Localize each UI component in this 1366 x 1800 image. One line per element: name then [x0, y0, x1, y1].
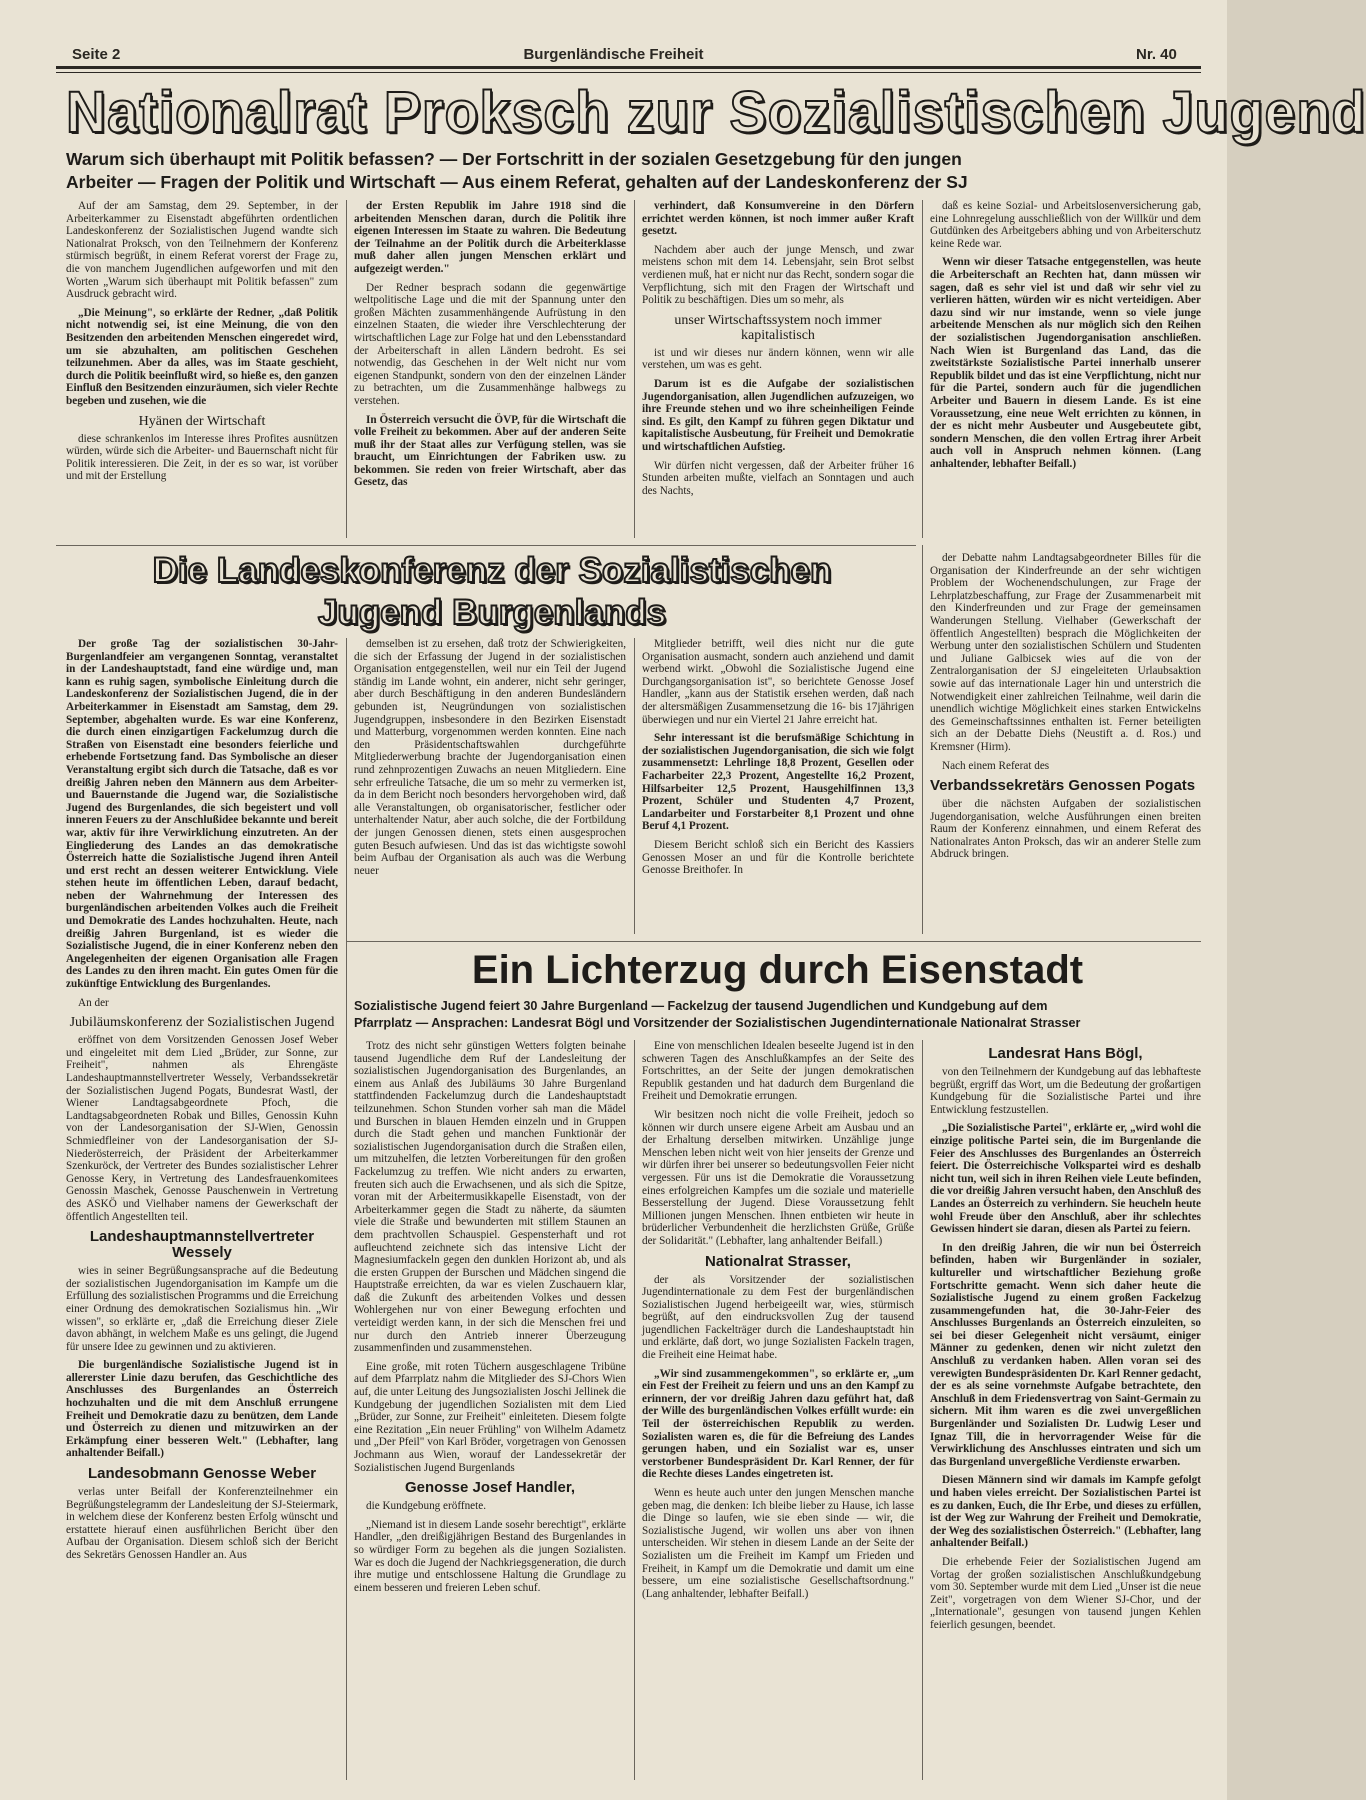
paragraph: An der — [78, 996, 109, 1009]
column-divider — [922, 545, 923, 934]
paragraph: der Debatte nahm Landtagsabgeordneter Billes für die Organisation der Kinderfreunde an der sehr wichtigen Problem der Wochenendschulungen, zur Frage der Lehrplatzbeschaffung, zur Frage der Zusammenarbeit mit den Kinderfreunden und zur Frage der gemeinsamen Wanderungen Stellung. Vielhaber (Gewerkschaft der öffentlich Angestellten) besprach die Möglichkeiten der Werbung unter den sozialistischen Schülern und Studenten und Juliane Galbicsek wies auf die von der Zentralorganisation der SJ eingeleiteten Urlaubsaktion sowie auf das internationale Lager hin und unterstrich die Notwendigkeit einer zahlreichen Teilnahme, weil darin die unendlich wichtige Möglichkeit eines starken Entwickelns des Gemeinschaftssinnes enthalten ist. Ferner beteiligten sich an der Debatte Diehs (Neustift a. d. Ros.) und Kremsner (Hirm). — [930, 552, 1201, 753]
subheading: Genosse Josef Handler, — [404, 1479, 576, 1497]
subheading: unser Wirtschaftssystem noch immer kapitalistisch — [674, 312, 882, 343]
paragraph: verlas unter Beifall der Konferenzteilnehmer ein Begrüßungstelegramm der Landesleitung der SJ-Steiermark, in welchem diese der Konferenz besten Erfolg wünscht und erstattete hierauf einen ausführlichen Bericht über den Aufbau der Organisation. Diesem schloß sich der Bericht des Sekretärs Genossen Handler an. Aus — [66, 1486, 338, 1561]
paragraph: „Niemand ist in diesem Lande sosehr berechtigt", erklärte Handler, „den dreißigjährigen Bestand des Burgenlandes in so würdiger Form zu begehen als die jungen Sozialisten. War es doch die Jugend der Nachkriegsgeneration, die durch ihre mutige und entschlossene Haltung die Grundlage zu einem besseren und freieren Leben schuf. — [354, 1518, 626, 1594]
column-divider — [922, 200, 923, 538]
paragraph: Trotz des nicht sehr günstigen Wetters folgten beinahe tausend Jugendliche dem Ruf der Landesleitung der sozialistischen Jugendorganisation des Burgenlandes, an einem aus Anlaß des Jubiläums 30 Jahre Burgenland stattfindenden Fackelumzug durch die Landeshauptstadt teilzunehmen. Schon Stunden vorher sah man die Mädel und Burschen in blauen Hemden einzeln und in Gruppen durch die Stadt gehen und manchen Funktionär der sozialistischen Jugendorganisation durch die Straßen eilen, um mitzuhelfen, die letzten Vorbereitungen für den großen Fackelumzug zu treffen. Wie nicht anders zu erwarten, freuten sich auch die Erwachsenen, und als sich die Spitze, voran mit der Arbeitermusikkapelle Eisenstadt, von der Arbeiterkammer gegen die Stadt zu näherte, da säumten viele die Straße und bewunderten mit stillem Staunen an dem prachtvollen Schauspiel. Gespensterhaft und rot aufleuchtend zeichnete sich das intensive Licht der Magnesiumfackeln gegen den dunklen Horizont ab, und als die ersten Gruppen der Burschen und Mädchen singend die Hauptstraße erreichten, da war es vielen Zuschauern klar, daß die Zukunft des arbeitenden Volkes und dessen Wohlergehen nur von einer Bewegung erfochten und verteidigt werden kann, in der sich die Menschen frei und nur durch den Antrieb innerer Überzeugung zusammenfinden und zusammenstehen. — [354, 1040, 626, 1355]
subheading: Nationalrat Strasser, — [705, 1252, 851, 1270]
paragraph: Der Redner besprach sodann die gegenwärtige weltpolitische Lage und die mit der Spannung unter den großen Mächten zusammenhängende Aufrüstung in den einzelnen Staaten, die wieder ihre Verschlechterung der wirtschaftlichen Lage zur Folge hat und den Lebensstandard der Arbeiterschaft in allen Ländern bedroht. Es sei notwendig, das Geschehen in der Welt nicht nur vom eigenen Standpunkt, sondern von den der einzelnen Länder zu betrachten, um die Zusammenhänge halbwegs zu verstehen. — [354, 281, 626, 407]
subheading: Landesobmann Genosse Weber — [87, 1465, 317, 1483]
paragraph: der als Vorsitzender der sozialistischen Jugendinternationale zu dem Fest der burgenländischen Sozialistischen Jugend herbeigeeilt war, wies, stürmisch begrüßt, auf den eindrucksvollen Zug der tausend jugendlichen Fackelträger durch die Landeshauptstadt hin und erklärte, daß dort, wo junge Sozialisten Fackeln tragen, die Freiheit eine Heimat habe. — [642, 1273, 914, 1362]
article3-column-3 — [930, 1040, 1201, 1780]
paragraph: Mitglieder betrifft, weil dies nicht nur die gute Organisation ausmacht, sondern auch anziehend und damit werbend wirkt. „Obwohl die Sozialistische Jugend eine Durchgangsorganisation ist", so berichtete Genosse Josef Handler, „kann aus der Statistik ersehen werden, daß nach der altersmäßigen Zusammensetzung die 16- bis 17jährigen überwiegen und nur ein Viertel 21 Jahre erreicht hat. — [642, 638, 914, 726]
section-rule — [346, 941, 1201, 942]
paragraph: Sehr interessant ist die berufsmäßige Schichtung in der sozialistischen Jugendorganisation, die sich wie folgt zusammensetzt: Lehrlinge 18,8 Prozent, Gesellen oder Facharbeiter 22,3 Prozent, Angestellte 16,2 Prozent, Hilfsarbeiter 12,5 Prozent, Hausgehilfinnen 13,3 Prozent, Schüler und Studenten 4,7 Prozent, Landarbeiter und Forstarbeiter 8,1 Prozent und ohne Beruf 4,1 Prozent. — [642, 732, 914, 833]
paragraph: ist und wir dieses nur ändern können, wenn wir alle verstehen, um was es geht. — [642, 346, 914, 372]
subheading: Jubiläumskonferenz der Sozialistischen Jugend — [69, 1015, 335, 1031]
paragraph: „Die Meinung", so erklärte der Redner, „daß Politik nicht notwendig sei, ist eine Meinung, die von den Besitzenden den arbeitenden Menschen eingeredet wird, um sie abzuhalten, am politischen Geschehen teilzunehmen. Aber da alles, was im Staate geschieht, durch die Politik beeinflußt wird, so hieße es, den ganzen Einfluß den Besitzenden einzuräumen, sich vieler Rechte begeben und zusehen, wie die — [66, 306, 338, 407]
article1-column-3 — [642, 200, 914, 538]
article2-column-3 — [642, 638, 914, 934]
paragraph: „Die Sozialistische Partei", erklärte er, „wird wohl die einzige politische Partei sein, die im Burgenlande die Feier des Anschlusses des Burgenlandes an Österreich feiert. Die Österreichische Volkspartei wird es deshalb nicht tun, weil sich in ihren Reihen viele Leute befinden, die vor dreißig Jahren versucht haben, den Anschluß des Landes an Österreich zu verhindern. Sie heucheln heute wohl Freude über den Anschluß, aber ihr schlechtes Gewissen hindert sie daran, diesen als Partei zu feiern. — [930, 1122, 1201, 1236]
column-divider — [346, 200, 347, 538]
article2-headline — [72, 550, 912, 634]
article1-column-1 — [66, 200, 338, 538]
column-divider — [634, 1040, 635, 1780]
article3-column-1 — [354, 1040, 626, 1780]
article1-column-4 — [930, 200, 1201, 538]
paragraph: Die burgenländische Sozialistische Jugend ist in allererster Linie dazu berufen, das Geschichtliche des Anschlusses des Burgenlandes an Österreich hochzuhalten und die mit dem Anschluß errungene Freiheit und Demokratie dazu zu benützen, dem Lande und Österreich zu dienen und mitzuwirken an der Erkämpfung einer besseren Welt." (Lebhafter, lang anhaltender Beifall.) — [66, 1359, 338, 1460]
article1-deck-line2: Arbeiter — Fragen der Politik und Wirtschaft — Aus einem Referat, gehalten auf der Landeskonferenz der SJ — [66, 172, 968, 192]
header-rule — [56, 66, 1201, 69]
paragraph: Eine große, mit roten Tüchern ausgeschlagene Tribüne auf dem Pfarrplatz nahm die Mitglieder des SJ-Chors Wien auf, die unter Leitung des Jungsozialisten Joschi Jellinek die Kundgebung der jugendlichen Sozialisten mit dem Lied „Brüder, zur Sonne, zur Freiheit" einleiteten. Diesem folgte eine Rezitation „Ein neuer Frühling" von Wilhelm Adametz und „Der Pfeil" von Karl Bröder, vorgetragen von Genossen Jochmann aus Wien, worauf der Landessekretär der Sozialistischen Jugend Burgenlands — [354, 1360, 626, 1474]
paragraph: verhindert, daß Konsumvereine in den Dörfern errichtet werden können, ist noch immer außer Kraft gesetzt. — [642, 200, 914, 238]
article2-column-2 — [354, 638, 626, 934]
article2-column-1 — [66, 638, 338, 1778]
header-rule-thin — [56, 72, 1201, 73]
subheading: Verbandssekretärs Genossen Pogats — [930, 777, 1196, 795]
paragraph: „Wir sind zusammengekommen", so erklärte er, „um ein Fest der Freiheit zu feiern und uns an den Kampf zu erinnern, der vor dreißig Jahren dazu geführt hat, daß der Wille des burgenländischen Volkes erfüllt wurde: ein Teil der österreichischen Republik zu werden. Sozialisten waren es, die für die Befreiung des Landes gerungen haben, und ein Sozialist war es, unser verstorbener Bundespräsident Dr. Karl Renner, der für die Rechte dieses Landes eingetreten ist. — [642, 1367, 914, 1481]
page-number: Seite 2 — [72, 46, 121, 63]
subheading: Landeshauptmannstellvertreter Wessely — [89, 1228, 315, 1262]
article1-headline: Nationalrat Proksch zur Sozialistischen Jugend — [66, 80, 1366, 145]
paragraph: diese schrankenlos im Interesse ihres Profites ausnützen würden, würde sich die Arbeiter- und Bauernschaft nicht für Politik interessieren. Die Zeit, in der es so war, ist vorüber und mit der Erstellung — [66, 432, 338, 483]
paragraph: Wir dürfen nicht vergessen, daß der Arbeiter früher 16 Stunden arbeiten mußte, vielfach an Sonntagen und auch des Nachts, — [642, 459, 914, 497]
paragraph: Auf der am Samstag, dem 29. September, in der Arbeiterkammer zu Eisenstadt abgeführten ordentlichen Landeskonferenz der Sozialistischen Jugend wandte sich Nationalrat Proksch, von den Teilnehmern der Konferenz stürmisch begrüßt, in einem Referat vorerst der Frage zu, die von manchem Jugendlichen aufgeworfen und mit den Worten „Warum sich überhaupt mit Politik befassen" zum Ausdruck gebracht wird. — [66, 200, 338, 301]
paragraph: daß es keine Sozial- und Arbeitslosenversicherung gab, eine Lohnregelung ausschließlich von der Willkür und dem Gutdünken des Arbeitgebers abhing und von Arbeiterschutz keine Rede war. — [930, 200, 1201, 250]
paragraph: die Kundgebung eröffnete. — [366, 1500, 487, 1513]
column-divider — [346, 638, 347, 1780]
paragraph: Nach einem Referat des — [942, 759, 1050, 772]
subheading: Hyänen der Wirtschaft — [138, 413, 266, 429]
article3-deck-line1: Sozialistische Jugend feiert 30 Jahre Burgenland — Fackelzug der tausend Jugendlichen und Kundgebung auf dem — [354, 999, 1048, 1013]
article3-column-2 — [642, 1040, 914, 1780]
paragraph: Wenn wir dieser Tatsache entgegenstellen, was heute die Arbeiterschaft an Rechten hat, dann müssen wir sagen, daß es sehr viel ist und daß wir sehr viel zu verlieren hätten, würden wir es nicht verteidigen. Aber dazu sind wir nur imstande, wenn so viele junge arbeitende Menschen als nur möglich sich den Reihen der sozialistischen Jugendorganisation anschließen. Nach Wien ist Burgenland das Land, das die zweitstärkste Sozialistische Partei innerhalb unserer Republik bildet und das ist eine Verpflichtung, nicht nur für die Partei, sondern auch für die jugendlichen Arbeiter und Bauern in diesem Lande. Es ist eine Voraussetzung, eine neue Welt errichten zu können, in der es nicht mehr Ausbeuter und Ausgebeutete gibt, sondern Menschen, die den vollen Ertrag ihrer Arbeit auch voll in Anspruch nehmen können. (Lang anhaltender, lebhafter Beifall.) — [930, 256, 1201, 470]
paragraph: In Österreich versucht die ÖVP, für die Wirtschaft die volle Freiheit zu bekommen. Aber auf der anderen Seite muß ihr der Staat alles zur Verfügung stellen, was sie braucht, um Einrichtungen der Fabriken usw. zu bekommen. Sie reden von freier Wirtschaft, aber das Gesetz, das — [354, 413, 626, 489]
paragraph: von den Teilnehmern der Kundgebung auf das lebhafteste begrüßt, ergriff das Wort, um die Bedeutung der großartigen Kundgebung für die Sozialistische Partei und ihre Entwicklung festzustellen. — [930, 1066, 1201, 1116]
article1-deck-line1: Warum sich überhaupt mit Politik befassen? — Der Fortschritt in der sozialen Gesetzgebung für den jungen — [66, 149, 962, 169]
article2-headline-line2: Jugend Burgenlands — [317, 593, 667, 632]
paragraph: Die erhebende Feier der Sozialistischen Jugend am Vortag der großen sozialistischen Anschlußkundgebung vom 30. September wurde mit dem Lied „Unser ist die neue Zeit", vorgetragen von dem Wiener SJ-Chor, und der „Internationale", gesungen von tausend jungen Kehlen feierlich gesungen, beendet. — [930, 1555, 1201, 1631]
article2-column-4 — [930, 552, 1201, 934]
column-divider — [922, 1040, 923, 1780]
issue-number: Nr. 40 — [1136, 46, 1177, 63]
paragraph: Darum ist es die Aufgabe der sozialistischen Jugendorganisation, allen Jugendlichen aufzuzeigen, wo ihre Freunde stehen und wo ihre scheinheiligen Feinde sind. Es gilt, den Kampf zu führen gegen Diktatur und kapitalistische Ausbeutung, für Freiheit und Demokratie und wirtschaftlichen Aufstieg. — [642, 377, 914, 453]
paragraph: Der große Tag der sozialistischen 30-Jahr-Burgenlandfeier am vergangenen Sonntag, veranstaltet in der Landeshauptstadt, fand eine würdige und, man kann es ruhig sagen, symbolische Einleitung durch die Landeskonferenz der Sozialistischen Jugend, die in der Arbeiterkammer in Eisenstadt am Samstag, dem 29. September, abgehalten wurde. Es war eine Konferenz, die durch einen einzigartigen Fackelumzug durch die Straßen von Eisenstadt eine besonders feierliche und erhebende Fortsetzung fand. Das Symbolische an dieser Veranstaltung ergibt sich durch die Tatsache, daß es vor dreißig Jahren neben den Männern aus dem Arbeiter- und Bauernstande die Jugend war, die Sozialistische Jugend des Burgenlandes, die sich begeistert und voll inneren Feuers zu der Anschlußidee bekannte und bereit war, aktiv für ihre Verwirklichung einzutreten. An der Eingliederung des Landes an das demokratische Österreich hatte die Sozialistische Jugend ihren Anteil und erst recht an dessen weiterer Entwicklung. Viele stehen heute im öffentlichen Leben, darauf bedacht, neben der Wahrnehmung der Interessen des burgenländischen arbeitenden Volkes auch die Freiheit und Demokratie des Landes hochzuhalten. Heute, nach dreißig Jahren Burgenland, ist es wieder die Sozialistische Jugend, die in einer Konferenz neben den Angelegenheiten der eigenen Organisation alle Fragen des Landes zu den ihren macht. Ein gutes Omen für die zukünftige Entwicklung des Burgenlandes. — [66, 638, 338, 991]
section-rule — [56, 545, 916, 546]
paragraph: Wir besitzen noch nicht die volle Freiheit, jedoch so können wir durch unsere eigene Arbeit am Ausbau und an der Erhaltung derselben mitwirken. Unzählige junge Menschen leben nicht weit von hier jenseits der Grenze und wir dürfen ihrer bei unserer so bedeutungsvollen Feier nicht vergessen. Für uns ist die Demokratie die Voraussetzung eines erfolgreichen Kampfes um die soziale und materielle Besserstellung der Jugend. Diese Voraussetzung fehlt Millionen jungen Menschen. Ihnen entbieten wir heute in brüderlicher Verbundenheit die herzlichsten Grüße, Grüße der Solidarität." (Lebhafter, lang anhaltender Beifall.) — [642, 1108, 914, 1247]
article3-deck — [354, 998, 1201, 1032]
paragraph: In den dreißig Jahren, die wir nun bei Österreich befinden, haben wir Burgenländer in sozialer, kultureller und wirtschaftlicher Beziehung große Fortschritte gemacht. Wenn sich daher heute die Sozialistische Jugend zu einem großen Fackelzug zusammengefunden hat, die 30-Jahr-Feier des Anschlusses Burgenlands an Österreich einzuleiten, so sei bei dieser Gelegenheit nicht versäumt, einiger Männer zu gedenken, denen wir nicht zuletzt den Anschluß zu verdanken haben. Allen voran sei des verewigten Bundespräsidenten Dr. Karl Renner gedacht, der es als seine vornehmste Aufgabe betrachtete, den Anschluß in dem Friedensvertrag von Saint-Germain zu sichern. Mit ihm waren es die zwei unvergeßlichen Burgenländer und Sozialisten Dr. Ludwig Leser und Ignaz Till, die in hervorragender Weise für die Verwirklichung des Anschlusses eintraten und sich um das Burgenland unvergeßliche Verdienste erwarben. — [930, 1241, 1201, 1468]
subheading: Landesrat Hans Bögl, — [988, 1045, 1143, 1062]
paragraph: der Ersten Republik im Jahre 1918 sind die arbeitenden Menschen daran, durch die Politik ihre eigenen Interessen im Staate zu wahren. Die Bedeutung der Teilnahme an der Politik durch die Arbeiterklasse muß daher allen jungen Menschen erklärt und aufgezeigt werden." — [354, 200, 626, 275]
article1-column-2 — [354, 200, 626, 538]
column-divider — [634, 200, 635, 538]
newspaper-name: Burgenländische Freiheit — [523, 46, 704, 63]
article2-headline-line1: Die Landeskonferenz der Sozialistischen — [152, 551, 832, 590]
paragraph: Diesen Männern sind wir damals im Kampfe gefolgt und haben vieles erreicht. Der Sozialistischen Partei ist es zu danken, Euch, die Ihr Erbe, und dieses zu erfüllen, ist der Weg zur Wahrung der Freiheit und Demokratie, der Weg des sozialistischen Österreich." (Lebhafter, lang anhaltender Beifall.) — [930, 1474, 1201, 1550]
article3-deck-line2: Pfarrplatz — Ansprachen: Landesrat Bögl und Vorsitzender der Sozialistischen Jugendinternationale Nationalrat Strasser — [354, 1016, 1081, 1030]
paragraph: demselben ist zu ersehen, daß trotz der Schwierigkeiten, die sich der Erfassung der Jugend in der sozialistischen Organisation entgegenstellen, weil nur ein Teil der Jugend ständig im Lande wohnt, ein anderer, nicht sehr geringer, aber durch Beschäftigung in den anderen Bundesländern gebunden ist, Neugründungen von sozialistischen Jugendgruppen, insbesondere in den Bezirken Eisenstadt und Matterburg, vorgenommen werden konnten. Eine nach den Präsidentschaftswahlen durchgeführte Mitgliederwerbung brachte der Jugendorganisation einen rund zehnprozentigen Zuwachs an neuen Mitgliedern. Eine sehr erfreuliche Tatsache, die um so mehr zu vermerken ist, da in dem Bericht noch besonders hervorgehoben wird, daß alle Veranstaltungen, ob organisatorischer, festlicher oder unterhaltender Natur, aber auch solche, die der Fortbildung der jungen Genossen dienen, stets einen ausgesprochen guten Besuch aufwiesen. Und das ist das wichtigste sowohl beim Aufbau der Organisation als auch was die Werbung neuer — [354, 638, 626, 877]
paragraph: wies in seiner Begrüßungsansprache auf die Bedeutung der sozialistischen Jugendorganisation im Kampfe um die Erfüllung des sozialistischen Programms und die Erreichung einer Ordnung des demokratischen Sozialismus hin. „Wir wissen", so erklärte er, „daß die Erreichung dieser Ziele davon abhängt, in welchem Maße es uns gelingt, die Jugend für unsere Idee zu gewinnen und zu aktivieren. — [66, 1265, 338, 1353]
paragraph: eröffnet von dem Vorsitzenden Genossen Josef Weber und eingeleitet mit dem Lied „Brüder, zur Sonne, zur Freiheit", nahmen als Ehrengäste Landeshauptmannstellvertreter Wessely, Verbandssekretär der Sozialistischen Jugend Pogats, Bundesrat Wastl, der Wiener Landtagsabgeordnete Pfoch, die Landtagsabgeordneten Robak und Billes, Genossin Kuhn von der Landesorganisation der SJ-Wien, Genossin Schmiedfleiner von der Landesorganisation der SJ-Niederösterreich, der Präsident der Arbeiterkammer Szenkuröck, der Vertreter des Bundes sozialistischer Lehrer Genosse Kery, in Vertretung des Landesfrauenkomitees Genossin Maschek, Genosse Pauschenwein in Vertretung des ASKÖ und Vielhaber namens der Gewerkschaft der öffentlich Angestellten teil. — [66, 1034, 338, 1223]
column-divider — [634, 638, 635, 934]
paragraph: Wenn es heute auch unter den jungen Menschen manche geben mag, die denken: Ich bleibe lieber zu Hause, ich lasse die Dinge so laufen, wie sie eben sinde — wir, die Sozialistische Jugend, wir wollen uns aber von ihnen unterscheiden. Wir stehen in diesem Lande an der Seite der Sozialisten um die Freiheit im Kampf um Frieden und Freiheit, in Kampf um die Demokratie und damit um eine bessere, um eine sozialistische Gesellschaftsordnung." (Lang anhaltender, lebhafter Beifall.) — [642, 1487, 914, 1600]
paragraph: Diesem Bericht schloß sich ein Bericht des Kassiers Genossen Moser an und für die Kontrolle berichtete Genosse Breithofer. In — [642, 838, 914, 877]
paragraph: Nachdem aber auch der junge Mensch, und zwar meistens schon mit dem 14. Lebensjahr, sein Brot selbst verdienen muß, hat er nicht nur das Recht, sondern sogar die Verpflichtung, sich mit den Fragen der Wirtschaft und Politik zu beschäftigen. Dies um so mehr, als — [642, 243, 914, 307]
paragraph: Eine von menschlichen Idealen beseelte Jugend ist in den schweren Tagen des Anschlußkampfes an der Seite des Fortschrittes, an der Seite der jungen demokratischen Republik gestanden und hat dadurch dem Burgenland die Freiheit und Demokratie errungen. — [642, 1040, 914, 1103]
article3-headline: Ein Lichterzug durch Eisenstadt — [471, 948, 1084, 992]
article1-deck — [66, 148, 1201, 194]
paragraph: über die nächsten Aufgaben der sozialistischen Jugendorganisation, welche Ausführungen einen breiten Raum der Konferenz einnahmen, und einem Referat des Nationalrates Anton Proksch, das wir an anderer Stelle zum Abdruck bringen. — [930, 798, 1201, 861]
